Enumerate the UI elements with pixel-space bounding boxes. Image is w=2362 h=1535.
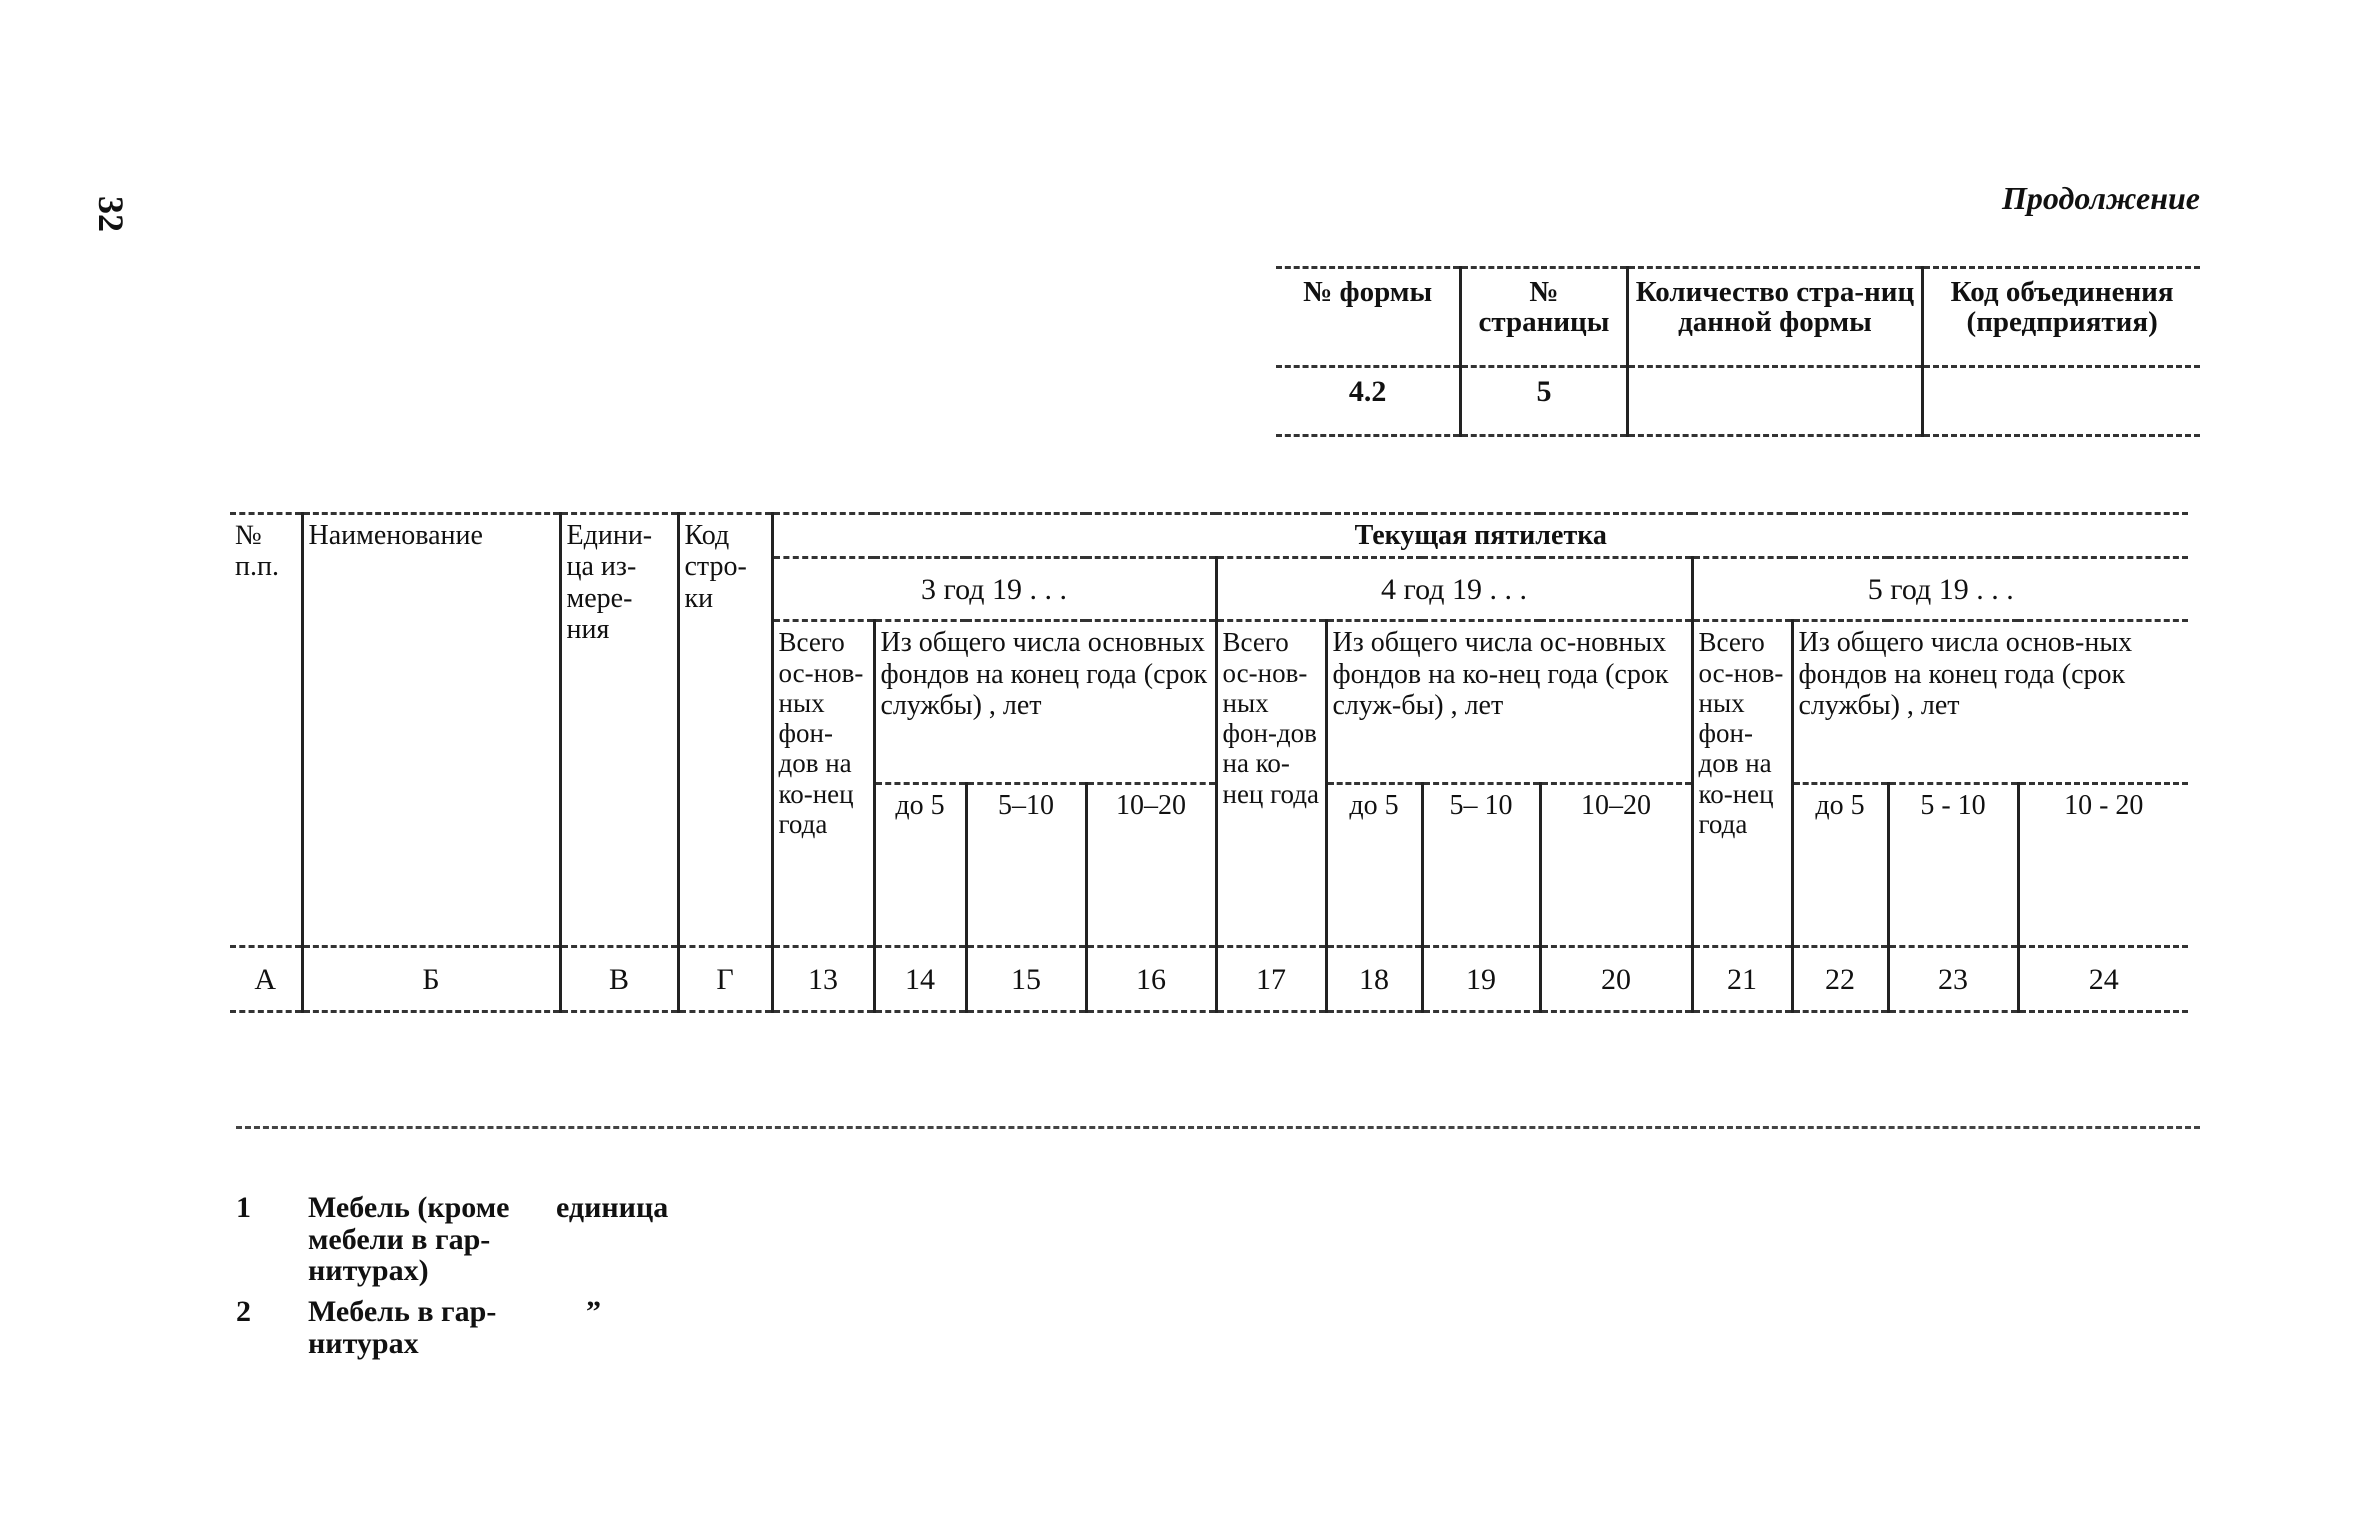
form-number-header: № формы (1276, 268, 1461, 367)
total-assets-header-year3: Всего ос-нов-ных фон-дов на ко-нец года (772, 621, 874, 947)
column-code-20: 20 (1540, 947, 1692, 1012)
column-code-b: Б (302, 947, 560, 1012)
org-code-header: Код объединения (предприятия) (1923, 268, 2200, 367)
column-code-21: 21 (1692, 947, 1792, 1012)
year-header-3: 3 год 19 . . . (772, 558, 1216, 621)
col-header-name: Наименование (302, 514, 560, 947)
section-divider (236, 1126, 2200, 1129)
form-number-value: 4.2 (1276, 367, 1461, 436)
page-number-header: № страницы (1461, 268, 1627, 367)
column-code-17: 17 (1216, 947, 1326, 1012)
row-2-name: Мебель в гар-нитурах (308, 1295, 497, 1360)
row-1-name: Мебель (кроме мебели в гар-нитурах) (308, 1191, 510, 1287)
col-header-no: № п.п. (230, 514, 302, 947)
column-code-13: 13 (772, 947, 874, 1012)
of-total-header-year4: Из общего числа ос-новных фондов на ко-нец года (срок служ-бы) , лет (1326, 621, 1692, 784)
column-code-g: Г (678, 947, 772, 1012)
total-assets-header-year5: Всего ос-нов-ных фон-дов на ко-нец года (1692, 621, 1792, 947)
range-header-year3-5-10: 5–10 (966, 784, 1086, 947)
form-meta-table (1276, 266, 2200, 437)
of-total-header-year3: Из общего числа основных фондов на конец года (срок службы) , лет (874, 621, 1216, 784)
org-code-value (1923, 367, 2200, 436)
continuation-label: Продолжение (2002, 180, 2200, 216)
column-code-18: 18 (1326, 947, 1422, 1012)
row-2-number: 2 (236, 1295, 251, 1328)
page-count-value (1627, 367, 1923, 436)
row-1-unit: единица (556, 1191, 669, 1224)
column-code-15: 15 (966, 947, 1086, 1012)
range-header-year5-5-10: 5 - 10 (1888, 784, 2018, 947)
range-header-year4-10-20: 10–20 (1540, 784, 1692, 947)
group-header-current-five-year-plan: Текущая пятилетка (772, 514, 2188, 558)
column-code-22: 22 (1792, 947, 1888, 1012)
total-assets-header-year4: Всего ос-нов-ных фон-дов на ко-нец года (1216, 621, 1326, 947)
column-code-16: 16 (1086, 947, 1216, 1012)
range-header-year5-up-to-5: до 5 (1792, 784, 1888, 947)
row-2-unit: ” (586, 1295, 601, 1328)
year-header-5: 5 год 19 . . . (1692, 558, 2188, 621)
column-code-24: 24 (2018, 947, 2188, 1012)
range-header-year3-up-to-5: до 5 (874, 784, 966, 947)
range-header-year5-10-20: 10 - 20 (2018, 784, 2188, 947)
range-header-year3-10-20: 10–20 (1086, 784, 1216, 947)
year-header-4: 4 год 19 . . . (1216, 558, 1692, 621)
col-header-code: Код стро-ки (678, 514, 772, 947)
range-header-year4-5-10: 5– 10 (1422, 784, 1540, 947)
range-header-year4-up-to-5: до 5 (1326, 784, 1422, 947)
fixed-assets-table (230, 512, 2188, 1013)
page-number: 32 (91, 196, 131, 232)
col-header-unit: Едини-ца из-мере-ния (560, 514, 678, 947)
column-code-19: 19 (1422, 947, 1540, 1012)
column-code-14: 14 (874, 947, 966, 1012)
page-number-value: 5 (1461, 367, 1627, 436)
column-code-a: А (230, 947, 302, 1012)
column-code-v: В (560, 947, 678, 1012)
row-1-number: 1 (236, 1191, 251, 1224)
of-total-header-year5: Из общего числа основ-ных фондов на конец года (срок службы) , лет (1792, 621, 2188, 784)
column-code-23: 23 (1888, 947, 2018, 1012)
page-count-header: Количество стра-ниц данной формы (1627, 268, 1923, 367)
